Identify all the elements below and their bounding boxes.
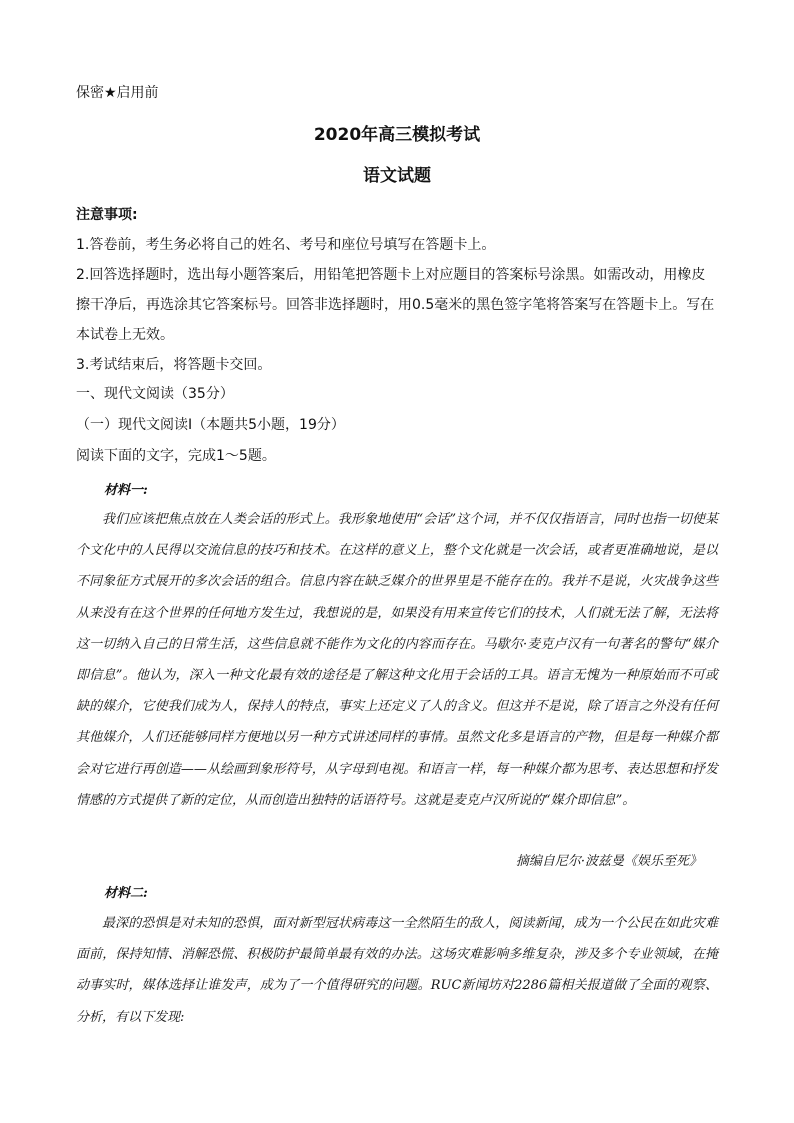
material1-source: 摘编自尼尔·波兹曼《娱乐至死》 [515, 854, 702, 869]
notes-label: 注意事项: [76, 207, 138, 223]
material2-text: 最深的恐惧是对未知的恐惧，面对新型冠状病毒这一全然陌生的敌人，阅读新闻，成为一个公民在如此灾难面前，保持知情、消解恐慌、积极防护最简单最有效的办法。这场灾难影响多维复杂，涉及多个专业领域，在掩动事实时，媒体选择让谁发声，成为了一个值得研究的问题。RUC新闻坊对2286篇相关报道做了全面的观察、分析，有以下发现: [76, 916, 718, 1025]
exam-notes [76, 200, 716, 380]
exam-title: 2020年高三模拟考试 [313, 125, 481, 145]
note-item-3: 3.考试结束后，将答题卡交回。 [76, 357, 272, 373]
part1-subheading: （一）现代文阅读Ⅰ（本题共5小题，19分） [76, 417, 345, 433]
material2-label: 材料二: [104, 886, 148, 901]
note-item-2: 2.回答选择题时，选出每小题答案后，用铅笔把答题卡上对应题目的答案标号涂黑。如需改动，用橡皮擦干净后，再选涂其它答案标号。回答非选择题时，用0.5毫米的黑色签字笔将答案写在答题卡上。写在本试卷上无效。 [76, 267, 715, 343]
material1-label: 材料一: [104, 483, 148, 498]
material1-text: 我们应该把焦点放在人类会话的形式上。我形象地使用“会话”这个词，并不仅仅指语言，同时也指一切使某个文化中的人民得以交流信息的技巧和技术。在这样的意义上，整个文化就是一次会话，或者更准确地说，是以不同象征方式展开的多次会话的组合。信息内容在缺乏媒介的世界里是不能存在的。我并不是说，火灾战争这些从来没有在这个世界的任何地方发生过，我想说的是，如果没有用来宣传它们的技术，人们就无法了解，无法将这一切纳入自己的日常生活，这些信息就不能作为文化的内容而存在。马歇尔·麦克卢汉有一句著名的警句“媒介即信息”。他认为，深入一种文化最有效的途径是了解这种文化用于会话的工具。语言无愧为一种原始而不可或缺的媒介，它使我们成为人，保持人的特点，事实上还定义了人的含义。但这并不是说，除了语言之外没有任何其他媒介，人们还能够同样方便地以另一种方式讲述同样的事情。虽然文化多是语言的产物，但是每一种媒介都会对它进行再创造——从绘画到象形符号，从字母到电视。和语言一样，每一种媒介都为思考、表达思想和抒发情感的方式提供了新的定位，从而创造出独特的话语符号。这就是麦克卢汉所说的“媒介即信息”。 [76, 512, 718, 808]
note-item-1: 1.答卷前，考生务必将自己的姓名、考号和座位号填写在答题卡上。 [76, 237, 496, 253]
subject-title: 语文试题 [363, 166, 431, 186]
part1-heading: 一、现代文阅读（35分） [76, 386, 234, 402]
reading-instruction: 阅读下面的文字，完成1～5题。 [76, 448, 276, 464]
confidential-label: 保密★启用前 [76, 85, 159, 101]
